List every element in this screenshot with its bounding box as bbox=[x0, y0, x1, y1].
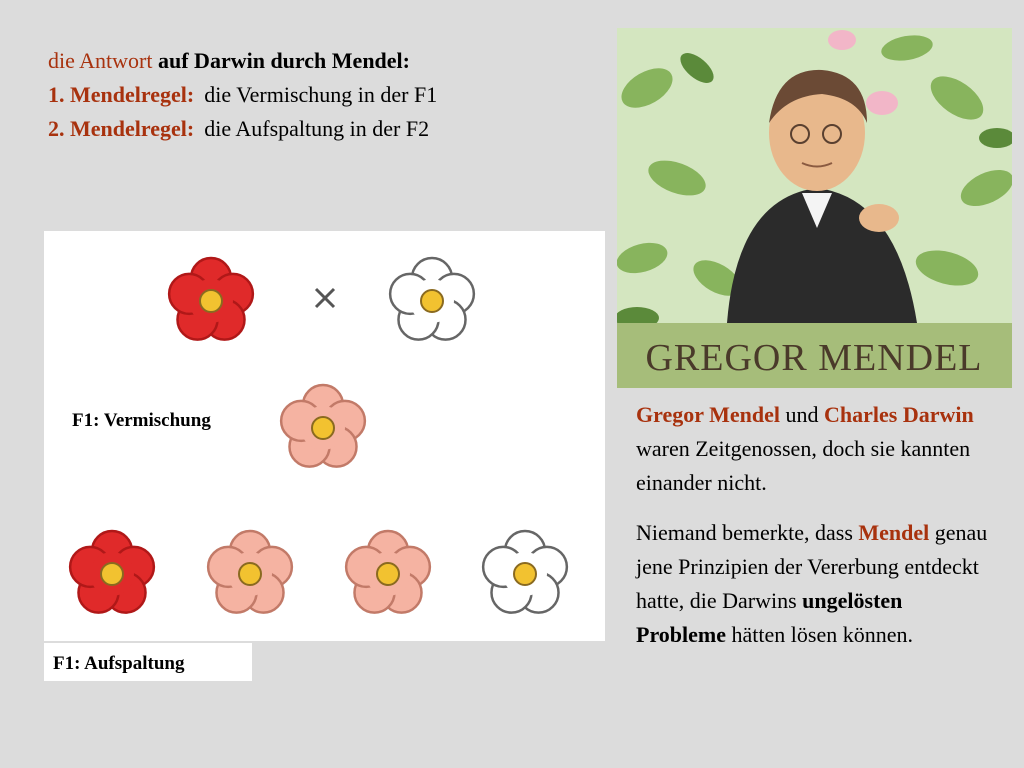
f1-pink-flower bbox=[273, 378, 373, 478]
heading-line-1 bbox=[48, 44, 437, 78]
slide-heading bbox=[48, 44, 437, 146]
rule-2-label: 2. Mendelregel: bbox=[48, 116, 195, 141]
f2-pink-flower-2 bbox=[338, 524, 438, 624]
f2-white-flower bbox=[475, 524, 575, 624]
paragraph-principles: Niemand bemerkte, dass Mendel genau jene Prinzipien der Vererbung entdeckt hatte, die Darwins ungelösten Probleme hätten lösen können. bbox=[636, 520, 988, 647]
white-flower-graphic bbox=[475, 524, 575, 624]
rule-1-text: die Vermischung in der F1 bbox=[204, 82, 438, 107]
label-f1-vermischung: F1: Vermischung bbox=[72, 410, 211, 431]
label-f1-aufspaltung: F1: Aufspaltung bbox=[44, 643, 252, 681]
rule-1-label: 1. Mendelregel: bbox=[48, 82, 195, 107]
flower-center bbox=[200, 290, 222, 312]
parent-white-flower bbox=[382, 251, 482, 351]
red-flower-graphic bbox=[161, 251, 261, 351]
name-charles-darwin: Charles Darwin bbox=[824, 402, 974, 427]
name-gregor-mendel: Gregor Mendel bbox=[636, 402, 780, 427]
pink-flower-graphic bbox=[200, 524, 300, 624]
flower-center bbox=[377, 563, 399, 585]
inheritance-diagram bbox=[44, 231, 605, 641]
pink-flower-graphic bbox=[338, 524, 438, 624]
flower-center bbox=[514, 563, 536, 585]
unsolved-problems: ungelösten Probleme bbox=[636, 588, 903, 647]
flower-center bbox=[312, 417, 334, 439]
flower-center bbox=[101, 563, 123, 585]
portrait-title: GREGOR MENDEL bbox=[645, 337, 983, 379]
flower-center bbox=[239, 563, 261, 585]
heading-darwin-mendel: auf Darwin durch Mendel: bbox=[158, 48, 410, 73]
gregor-mendel-illustration bbox=[617, 28, 1012, 388]
explanation-text bbox=[636, 398, 996, 668]
parent-red-flower bbox=[161, 251, 261, 351]
mendel-picture bbox=[617, 28, 1012, 388]
heading-line-2 bbox=[48, 78, 437, 112]
pink-flower-graphic bbox=[273, 378, 373, 478]
flower-center bbox=[421, 290, 443, 312]
heading-antwort: die Antwort bbox=[48, 48, 153, 73]
red-flower-graphic bbox=[62, 524, 162, 624]
heading-line-3 bbox=[48, 112, 437, 146]
f2-red-flower bbox=[62, 524, 162, 624]
white-flower-graphic bbox=[382, 251, 482, 351]
f2-pink-flower-1 bbox=[200, 524, 300, 624]
rule-2-text: die Aufspaltung in der F2 bbox=[204, 116, 430, 141]
cross-symbol bbox=[310, 283, 340, 313]
paragraph-contemporaries: Gregor Mendel und Charles Darwin waren Zeitgenossen, doch sie kannten einander nicht. bbox=[636, 402, 974, 495]
name-mendel: Mendel bbox=[858, 520, 930, 545]
